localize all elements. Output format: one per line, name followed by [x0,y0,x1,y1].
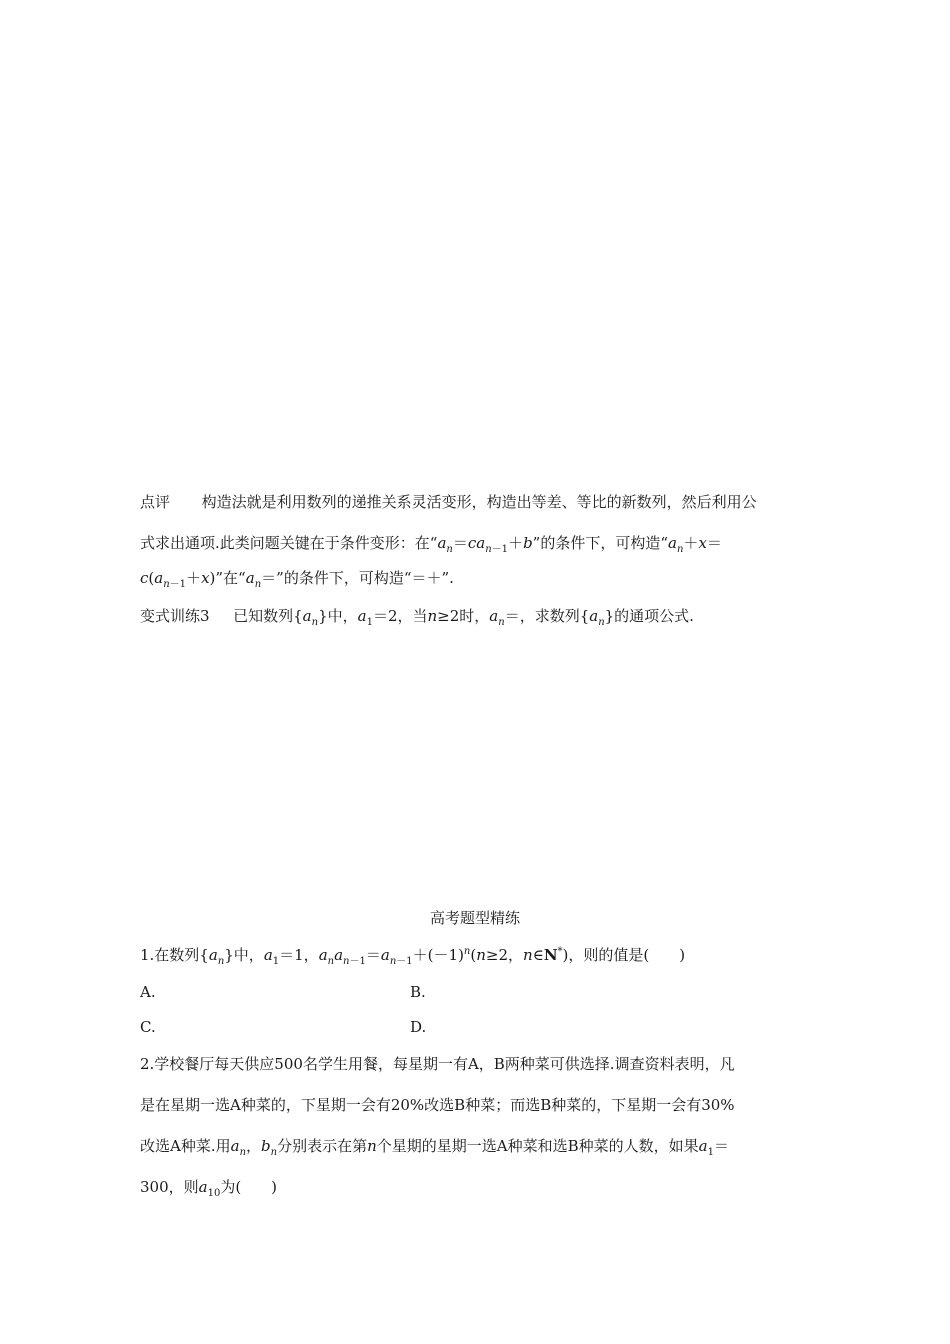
variant-text-1: 已知数列{ [233,607,303,625]
q2-line-3: 改选A种菜.用$a_n$，$b_n$分别表示在第n个星期的星期一选A种菜和选B种菜的人数，如果$a_1=$ [140,1137,729,1158]
q1-text-7: ≥2， [485,946,524,964]
variant-text-2: }中， [318,607,358,625]
q2-text-4a: 300，则 [140,1178,199,1196]
variant-line: 变式训练3 已知数列$\{a_n\}$中，$a_1=2$，当n≥2时，$a_n=$，求数列$\{a_n\}$的通项公式. [140,607,694,628]
q2-line-1: 2.学校餐厅每天供应500名学生用餐，每星期一有A，B两种菜可供选择.调查资料表明，凡 [140,1055,735,1073]
exam-title: 高考题型精练 [429,909,520,927]
remark-label: 点评 [140,493,171,511]
q1-text-8: ∈ [532,946,544,964]
q1-text-1: 1.在数列{ [140,946,209,964]
q1-text-4: ＝ [365,946,381,964]
q2-text-3d: ＝ [713,1137,729,1155]
variant-text-5: ＝，求数列{ [504,607,590,625]
variant-label: 变式训练3 [140,607,210,625]
q1-stem: 1.在数列$\{a_n\}$中，$a_1=1$，$a_na_{n-1}=a_{n-1}+(-1)^n(n\ge 2$，n∈N*)，则的值是( ) [140,946,686,967]
remark-text-2b: ”的条件下，可构造“ [532,534,669,552]
q2-text-3a: 改选A种菜.用 [140,1137,231,1155]
remark-line-1 [140,492,757,512]
remark-text-1: 构造法就是利用数列的递推关系灵活变形，构造出等差、等比的新数列，然后利用公 [201,493,757,511]
q1-text-9: )，则的值是( ) [562,946,686,964]
variant-text-4: ≥2时， [437,607,490,625]
variant-text-3: ＝2，当 [372,607,428,625]
q2-text-3b: 分别表示在第 [277,1137,368,1155]
q1-text-5: ＋(－1) [412,946,464,964]
remark-text-3a: ”在“ [215,569,246,587]
q1-option-c[interactable]: C. [140,1018,156,1036]
remark-line-3: $c(a_{n-1}+x)$”在“$a_n=$”的条件下，可构造“＝＋”. [140,569,454,590]
q2-text-3c: 个星期的星期一选A种菜和选B种菜的人数，如果 [376,1137,699,1155]
q1-text-3: ＝1， [279,946,319,964]
remark-line-2: 式求出通项.此类问题关键在于条件变形：在“$a_n=ca_{n-1}+b$”的条件下，可构造“$a_n+x=$ [140,534,722,555]
q2-line-4: 300，则$a_{10}$为( ) [140,1178,278,1199]
remark-text-3b: ”的条件下，可构造“＝＋”. [276,569,454,587]
variant-text-6: }的通项公式. [604,607,694,625]
q1-option-a[interactable]: A. [140,983,156,1001]
q2-text-4b: 为( ) [220,1178,278,1196]
q1-option-d[interactable]: D. [410,1018,427,1036]
remark-text-2a: 式求出通项.此类问题关键在于条件变形：在“ [140,534,438,552]
q2-line-2: 是在星期一选A种菜的，下星期一会有20%改选B种菜；而选B种菜的，下星期一会有30% [140,1096,735,1114]
q1-text-2: }中， [224,946,264,964]
q1-option-b[interactable]: B. [410,983,426,1001]
q1-text-6: ( [470,946,477,964]
